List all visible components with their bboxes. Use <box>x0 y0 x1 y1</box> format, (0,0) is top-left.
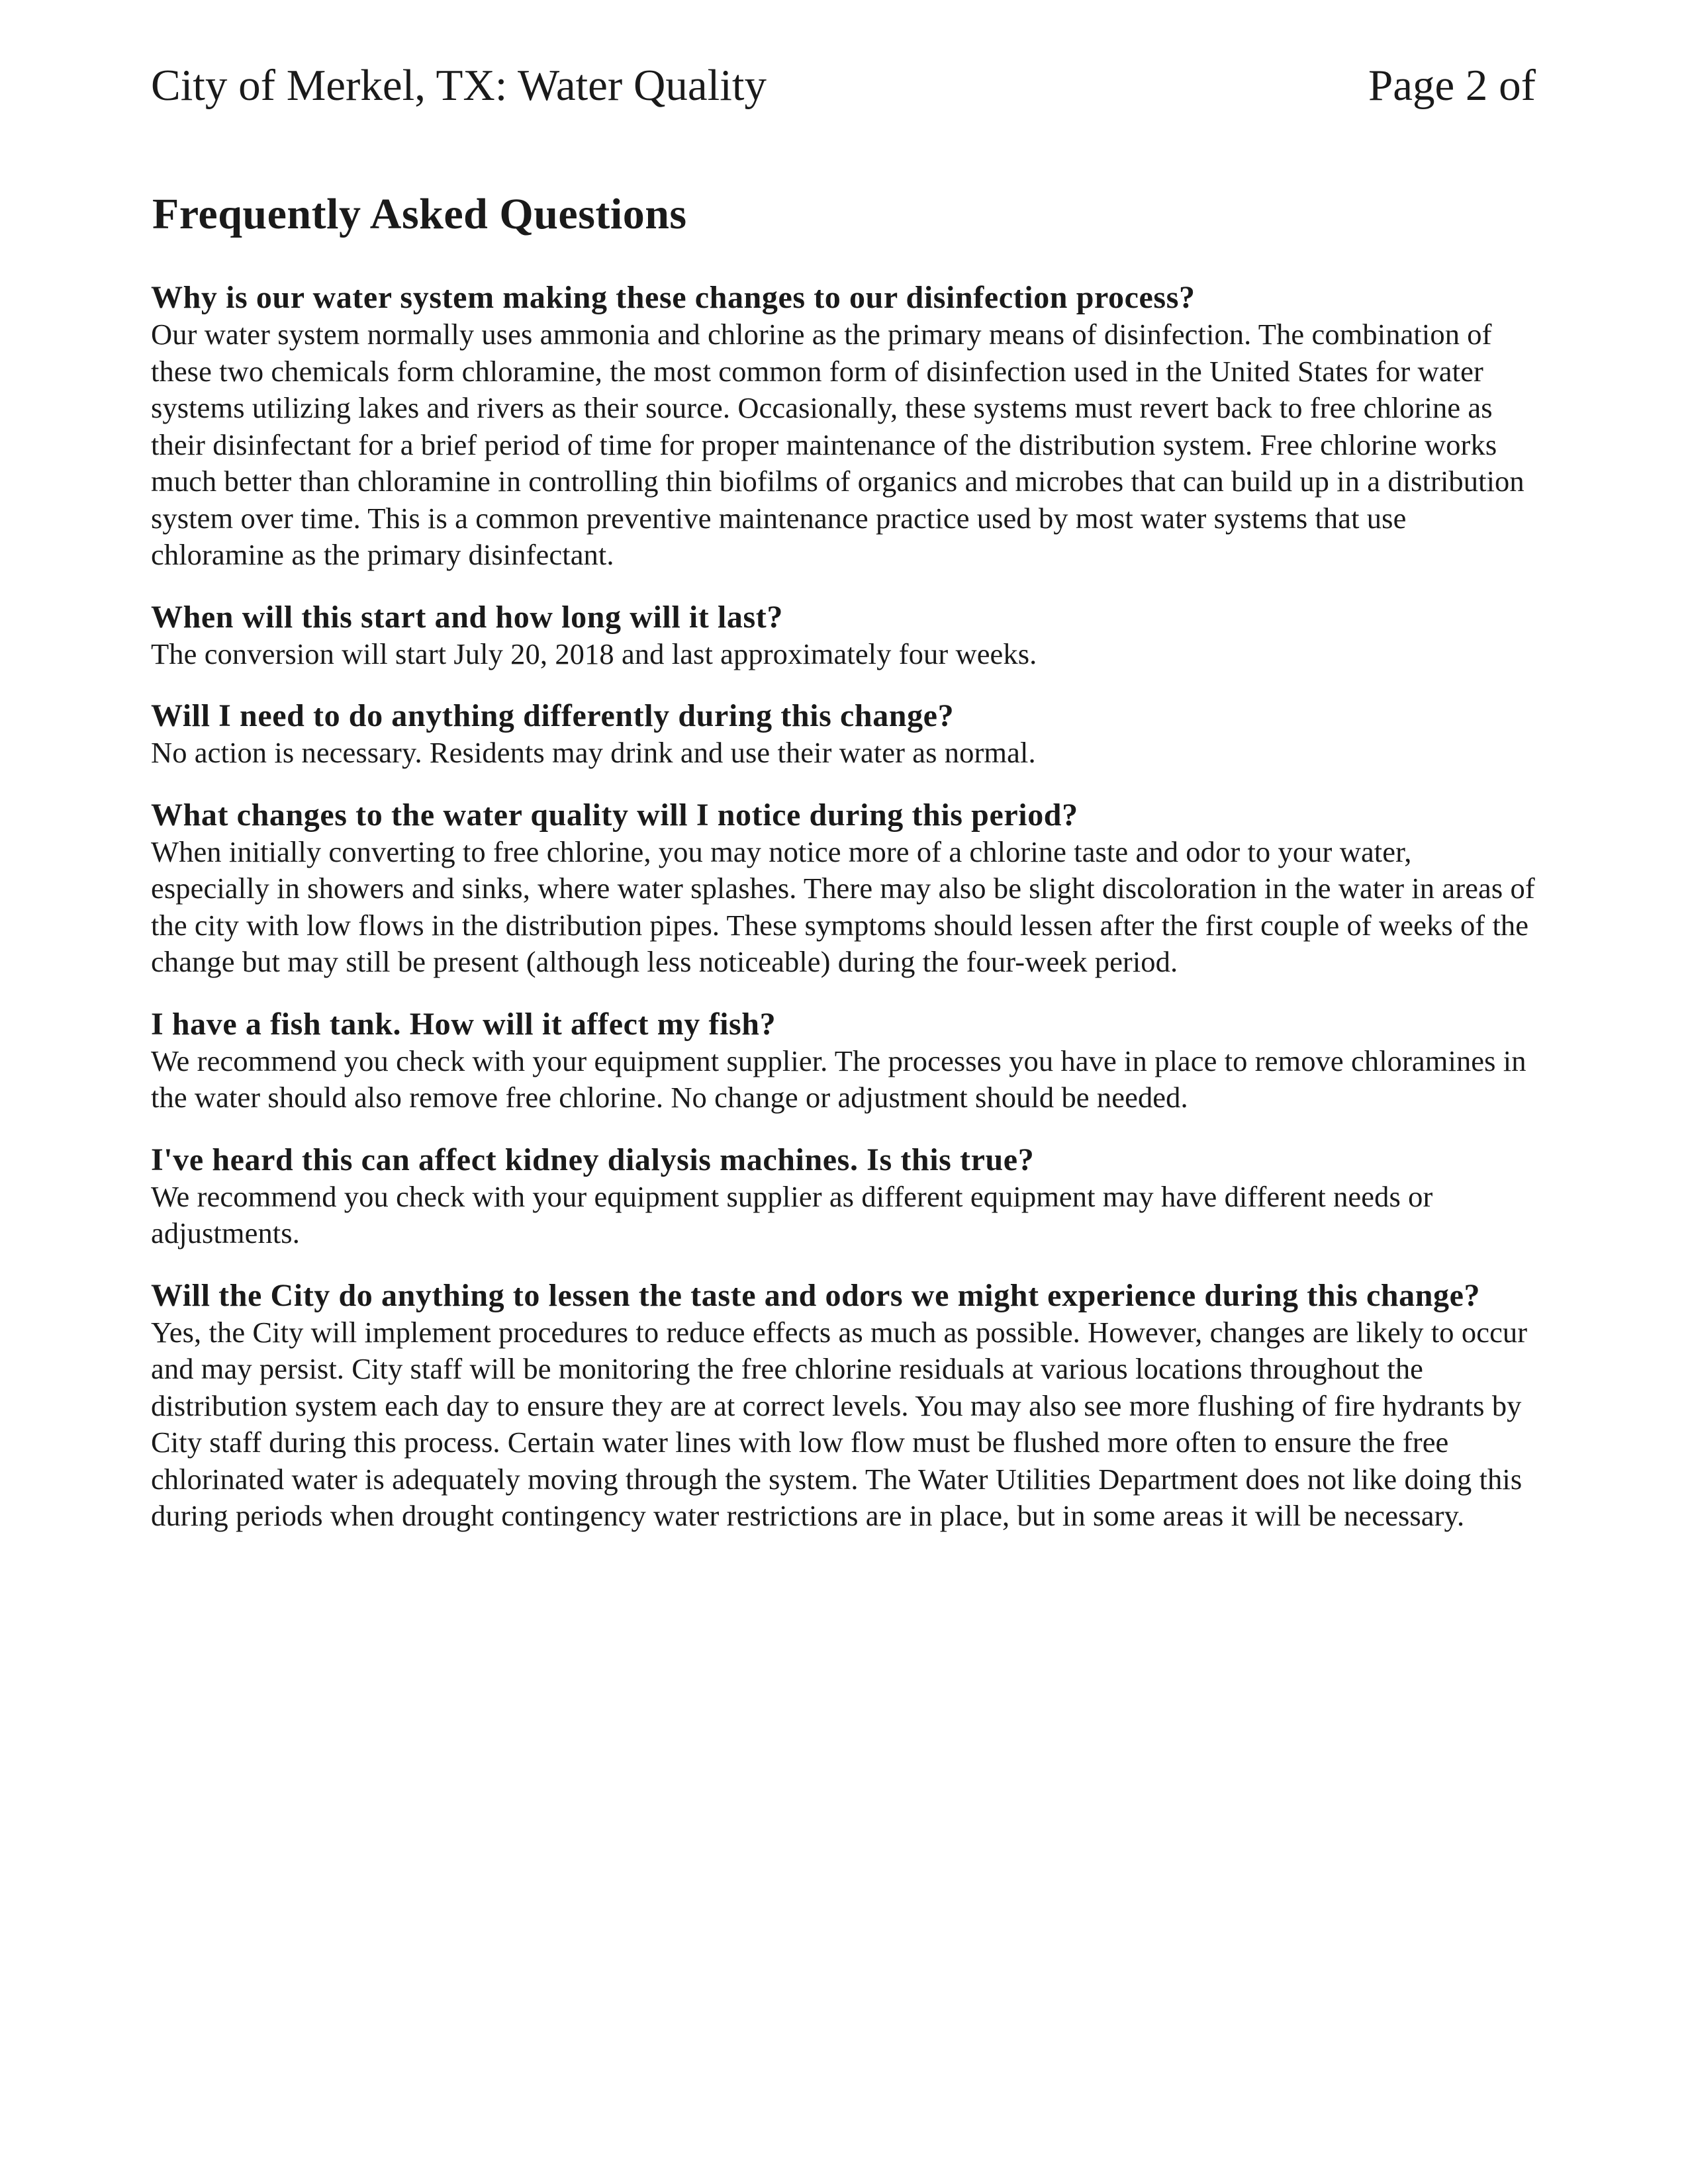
faq-answer: No action is necessary. Residents may drink and use their water as normal. <box>151 736 1036 769</box>
document-title: City of Merkel, TX: Water Quality <box>151 61 767 110</box>
faq-question: When will this start and how long will it last? <box>151 599 783 635</box>
faq-answer: We recommend you check with your equipment supplier. The processes you have in place to remove chloramines in the water should also remove free chlorine. No change or adjustment should be needed. <box>151 1044 1526 1114</box>
faq-question: Why is our water system making these changes to our disinfection process? <box>151 280 1196 315</box>
faq-item-kidney-dialysis <box>151 1142 1536 1252</box>
faq-answer: Yes, the City will implement procedures to reduce effects as much as possible. However, changes are likely to occur and may persist. City staff will be monitoring the free chlorine residuals at various locations throughout the distribution system each day to ensure they are at correct levels. You may also see more flushing of fire hydrants by City staff during this process. Certain water lines with low flow must be flushed more often to ensure the free chlorinated water is adequately moving through the system. The Water Utilities Department does not like doing this during periods when drought contingency water restrictions are in place, but in some areas it will be necessary. <box>151 1315 1528 1532</box>
faq-answer: The conversion will start July 20, 2018 and last approximately four weeks. <box>151 637 1037 670</box>
faq-answer: When initially converting to free chlorine, you may notice more of a chlorine taste and odor to your water, especially in showers and sinks, where water splashes. There may also be slight discoloration in the water in areas of the city with low flows in the distribution pipes. These symptoms should lessen after the first couple of weeks of the change but may still be present (although less noticeable) during the four-week period. <box>151 835 1535 978</box>
faq-item-water-quality-changes <box>151 797 1536 981</box>
faq-answer: Our water system normally uses ammonia and chlorine as the primary means of disinfection. The combination of these two chemicals form chloramine, the most common form of disinfection used in the United States for water systems utilizing lakes and rivers as their source. Occasionally, these systems must revert back to free chlorine as their disinfectant for a brief period of time for proper maintenance of the distribution system. Free chlorine works much better than chloramine in controlling thin biofilms of organics and microbes that can build up in a distribution system over time. This is a common preventive maintenance practice used by most water systems that use chloramine as the primary disinfectant. <box>151 318 1524 571</box>
page-header <box>151 56 1536 115</box>
faq-question: Will the City do anything to lessen the taste and odors we might experience during this change? <box>151 1277 1481 1313</box>
faq-question: I have a fish tank. How will it affect my fish? <box>151 1006 776 1042</box>
faq-item-taste-odor-mitigation <box>151 1277 1536 1535</box>
faq-item-action-needed <box>151 698 1536 772</box>
faq-question: What changes to the water quality will I notice during this period? <box>151 797 1078 833</box>
faq-answer: We recommend you check with your equipment supplier as different equipment may have different needs or adjustments. <box>151 1179 1433 1250</box>
page-number: Page 2 of <box>1368 61 1536 110</box>
faq-item-start-duration <box>151 599 1536 673</box>
faq-question: I've heard this can affect kidney dialysis machines. Is this true? <box>151 1142 1035 1177</box>
faq-section <box>151 185 1536 1560</box>
faq-item-fish-tank <box>151 1006 1536 1116</box>
faq-heading: Frequently Asked Questions <box>152 190 687 238</box>
faq-question: Will I need to do anything differently during this change? <box>151 698 955 733</box>
faq-item-disinfection-change <box>151 279 1536 574</box>
